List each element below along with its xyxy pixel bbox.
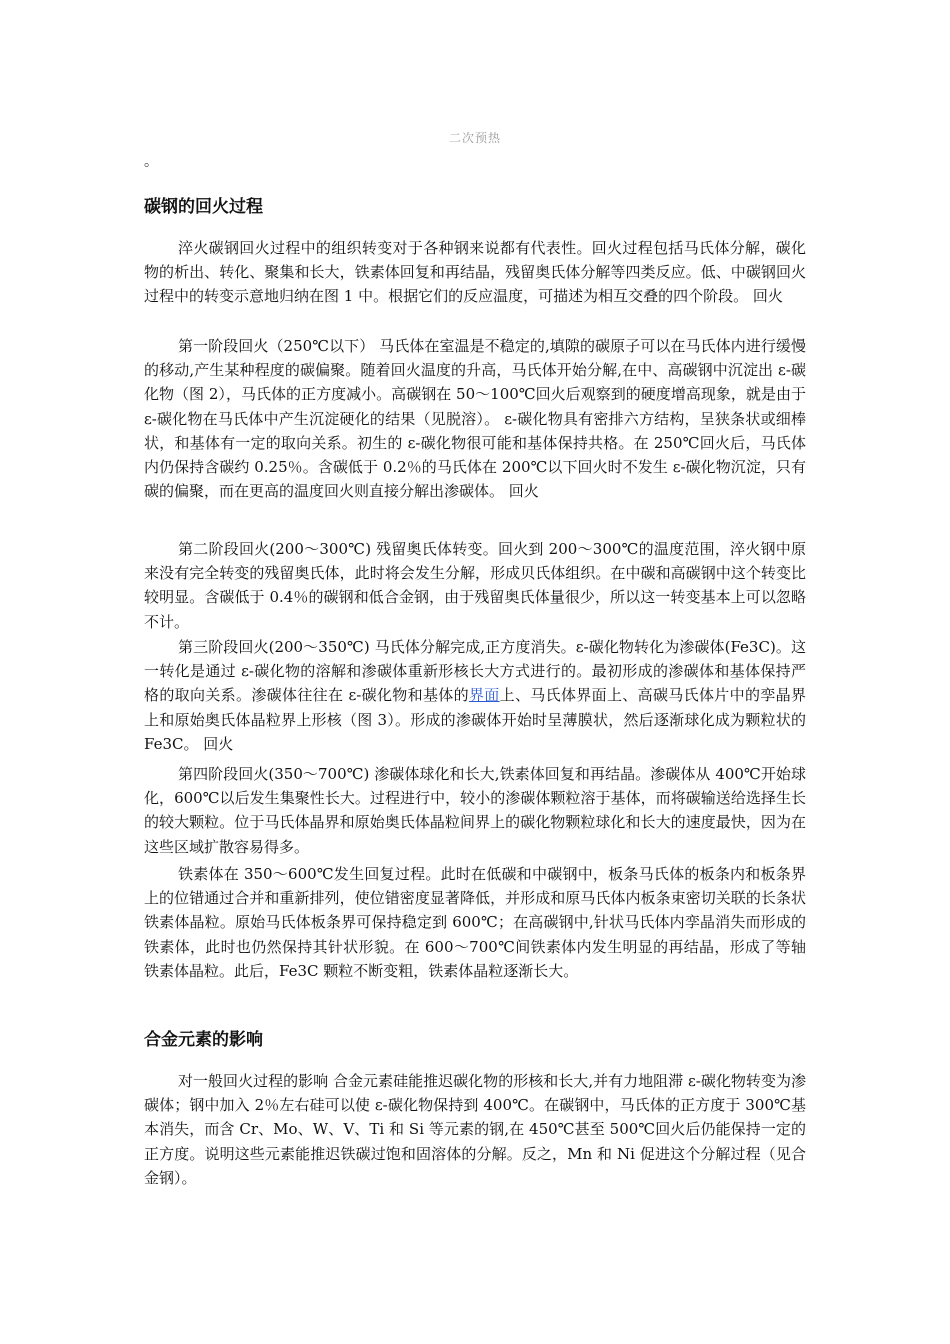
interface-link[interactable]: 界面 bbox=[468, 686, 500, 705]
paragraph-stage-3-text-a: 第三阶段回火(200～350℃) 马氏体分解完成,正方度消失。ε-碳化物转化为渗碳体(Fe3C)。这一转化是通过 ε-碳化物的溶解和渗碳体重新形核长大方式进行的。最初形成的渗碳体和基体保持严格的取向关系。渗碳体往往在 ε-碳化物和基体的 bbox=[144, 638, 806, 705]
section-title-carbon-steel-tempering: 碳钢的回火过程 bbox=[144, 197, 263, 217]
paragraph-stage-2: 第二阶段回火(200～300℃) 残留奥氏体转变。回火到 200～300℃的温度范围，淬火钢中原来没有完全转变的残留奥氏体，此时将会发生分解，形成贝氏体组织。在中碳和高碳钢中这个转变比较明显。含碳低于 0.4％的碳钢和低合金钢，由于残留奥氏体量很少，所以这一转变基本上可以忽略不计。 bbox=[144, 540, 806, 631]
paragraph-overview: 淬火碳钢回火过程中的组织转变对于各种钢来说都有代表性。回火过程包括马氏体分解，碳化物的析出、转化、聚集和长大，铁素体回复和再结晶，残留奥氏体分解等四类反应。低、中碳钢回火过程中的转变示意地归纳在图 1 中。根据它们的反应温度，可描述为相互交叠的四个阶段。 回火 bbox=[144, 239, 806, 306]
leading-mark: 。 bbox=[144, 154, 158, 170]
paragraph-alloy-effect: 对一般回火过程的影响 合金元素硅能推迟碳化物的形核和长大,并有力地阻滞 ε-碳化物转变为渗碳体；钢中加入 2％左右硅可以使 ε-碳化物保持到 400℃。在碳钢中，马氏体的正方度于 300℃基本消失，而含 Cr、Mo、W、V、Ti 和 Si 等元素的钢,在 450℃甚至 500℃回火后仍能保持一定的正方度。说明这些元素能推迟铁碳过饱和固溶体的分解。反之，Mn 和 Ni 促进这个分解过程（见合金钢）。 bbox=[144, 1072, 806, 1187]
paragraph-stage-3 bbox=[144, 635, 806, 756]
paragraph-stage-1: 第一阶段回火（250℃以下） 马氏体在室温是不稳定的,填隙的碳原子可以在马氏体内进行缓慢的移动,产生某种程度的碳偏聚。随着回火温度的升高，马氏体开始分解,在中、高碳钢中沉淀出 ε-碳化物（图 2），马氏体的正方度减小。高碳钢在 50～100℃回火后观察到的硬度增高现象，就是由于 ε-碳化物在马氏体中产生沉淀硬化的结果（见脱溶）。 ε-碳化物具有密排六方结构，呈狭条状或细棒状，和基体有一定的取向关系。初生的 ε-碳化物很可能和基体保持共格。在 250℃回火后，马氏体内仍保持含碳约 0.25％。含碳低于 0.2％的马氏体在 200℃以下回火时不发生 ε-碳化物沉淀，只有碳的偏聚，而在更高的温度回火则直接分解出渗碳体。 回火 bbox=[144, 337, 806, 501]
paragraph-ferrite-recovery: 铁素体在 350～600℃发生回复过程。此时在低碳和中碳钢中，板条马氏体的板条内和板条界上的位错通过合并和重新排列，使位错密度显著降低，并形成和原马氏体内板条束密切关联的长条状铁素体晶粒。原始马氏体板条界可保持稳定到 600℃；在高碳钢中,针状马氏体内孪晶消失而形成的铁素体，此时也仍然保持其针状形貌。在 600～700℃间铁素体内发生明显的再结晶，形成了等轴铁素体晶粒。此后，Fe3C 颗粒不断变粗，铁素体晶粒逐渐长大。 bbox=[144, 865, 806, 980]
page-header: 二次预热 bbox=[448, 131, 501, 145]
paragraph-stage-4: 第四阶段回火(350～700℃) 渗碳体球化和长大,铁素体回复和再结晶。渗碳体从 400℃开始球化，600℃以后发生集聚性长大。过程进行中，较小的渗碳体颗粒溶于基体，而将碳输送给选择生长的较大颗粒。位于马氏体晶界和原始奥氏体晶粒间界上的碳化物颗粒球化和长大的速度最快，因为在这些区域扩散容易得多。 bbox=[144, 765, 806, 856]
section-title-alloy-elements: 合金元素的影响 bbox=[144, 1030, 263, 1050]
paragraph-stage-3-text-b: 上、马氏体界面上、高碳马氏体片中的孪晶界上和原始奥氏体晶粒界上形核（图 3）。形成的渗碳体开始时呈薄膜状，然后逐渐球化成为颗粒状的 Fe3C。 回火 bbox=[144, 686, 806, 753]
